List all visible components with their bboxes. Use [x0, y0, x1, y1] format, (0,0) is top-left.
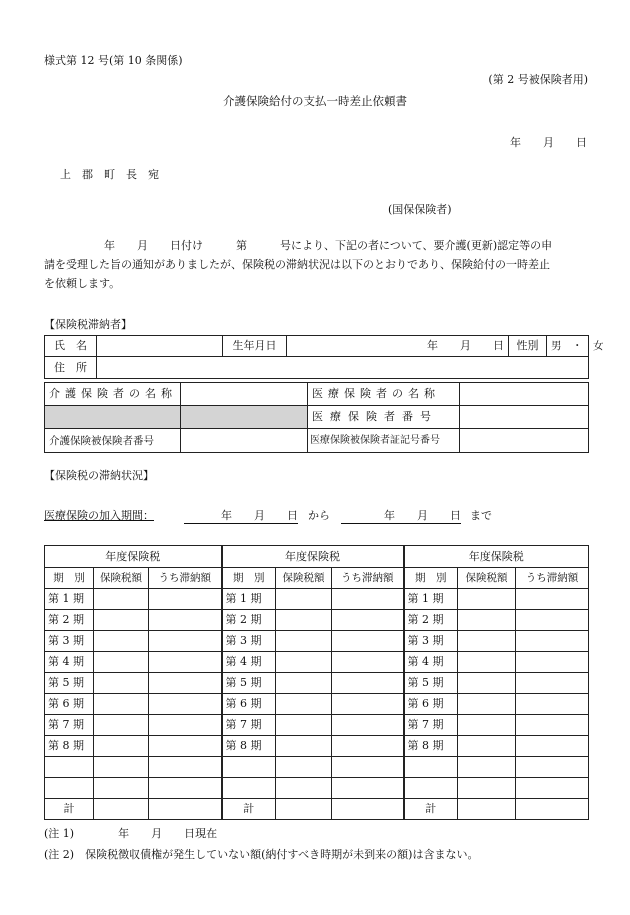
note-1: (注 1) 年 月 日現在	[44, 827, 218, 840]
body-line-2: 請を受理した旨の通知がありましたが、保険税の滞納状況は以下のとおりであり、保険給付の一時差止	[44, 258, 550, 271]
tax-amount-field[interactable]	[94, 757, 149, 778]
care-insured-number-field[interactable]	[181, 429, 308, 453]
arrears-table	[44, 545, 589, 820]
arrears-amount-field[interactable]	[149, 589, 222, 610]
table-row	[45, 757, 589, 778]
gender-field[interactable]: 男 ・ 女	[547, 336, 589, 357]
tax-amount-field[interactable]	[276, 778, 332, 799]
arrears-amount-field[interactable]	[149, 757, 222, 778]
submission-date: 年 月 日	[510, 136, 587, 149]
year-header: 年度保険税	[222, 546, 404, 568]
period-label: 第 2 期	[45, 610, 94, 631]
col-arrears-header: うち滞納額	[516, 568, 589, 589]
arrears-amount-field[interactable]	[149, 673, 222, 694]
table-row	[45, 736, 589, 757]
table-row	[45, 589, 589, 610]
tax-amount-field[interactable]	[276, 799, 332, 820]
year-header: 年度保険税	[404, 546, 589, 568]
period-field[interactable]	[404, 757, 458, 778]
tax-amount-field[interactable]	[94, 778, 149, 799]
period-label: 第 8 期	[404, 736, 458, 757]
arrears-amount-field[interactable]	[149, 610, 222, 631]
tax-amount-field[interactable]	[458, 757, 516, 778]
delinquent-person-table	[44, 335, 604, 379]
arrears-amount-field[interactable]	[332, 778, 404, 799]
period-label: 第 2 期	[222, 610, 276, 631]
table-row	[45, 694, 589, 715]
period-label: 第 3 期	[45, 631, 94, 652]
table-row	[45, 673, 589, 694]
tax-amount-field[interactable]	[458, 736, 516, 757]
section-delinquent-heading: 【保険税滞納者】	[44, 318, 132, 331]
period-label: 第 8 期	[45, 736, 94, 757]
medical-insured-card-label: 医療保険被保険者証記号番号	[308, 429, 460, 453]
care-insurer-name-label: 介護保険者の名称	[45, 383, 181, 406]
period-label: 第 1 期	[222, 589, 276, 610]
arrears-amount-field[interactable]	[332, 673, 404, 694]
arrears-amount-field[interactable]	[516, 799, 589, 820]
medical-insured-card-field[interactable]	[460, 429, 589, 453]
period-label: 第 5 期	[404, 673, 458, 694]
table-row	[45, 715, 589, 736]
period-field[interactable]	[45, 778, 94, 799]
gender-label: 性別	[509, 336, 547, 357]
arrears-amount-field[interactable]	[516, 610, 589, 631]
arrears-amount-field[interactable]	[516, 778, 589, 799]
tax-amount-field[interactable]	[458, 631, 516, 652]
tax-amount-field[interactable]	[94, 589, 149, 610]
period-label: 第 6 期	[222, 694, 276, 715]
tax-amount-field[interactable]	[276, 589, 332, 610]
body-line-3: を依頼します。	[44, 277, 121, 290]
col-arrears-header: うち滞納額	[149, 568, 222, 589]
arrears-amount-field[interactable]	[149, 694, 222, 715]
tax-amount-field[interactable]	[458, 799, 516, 820]
enrollment-from-word: から	[308, 509, 330, 522]
medical-insurer-number-field[interactable]	[460, 406, 589, 429]
tax-amount-field[interactable]	[94, 631, 149, 652]
total-label: 計	[45, 799, 94, 820]
care-insured-number-label: 介護保険被保険者番号	[45, 429, 181, 453]
enrollment-to-word: まで	[470, 509, 492, 522]
table-row	[45, 778, 589, 799]
arrears-amount-field[interactable]	[332, 799, 404, 820]
period-label: 第 7 期	[222, 715, 276, 736]
arrears-amount-field[interactable]	[516, 589, 589, 610]
period-label: 第 8 期	[222, 736, 276, 757]
form-number: 様式第 12 号(第 10 条関係)	[44, 54, 183, 67]
arrears-amount-field[interactable]	[516, 673, 589, 694]
arrears-amount-field[interactable]	[332, 652, 404, 673]
tax-amount-field[interactable]	[276, 736, 332, 757]
col-period-header: 期 別	[45, 568, 94, 589]
target-label: (第 2 号被保険者用)	[488, 73, 588, 86]
note-2: (注 2) 保険税徴収債権が発生していない額(納付すべき時期が未到来の額)は含まない。	[44, 848, 479, 861]
col-tax-header: 保険税額	[94, 568, 149, 589]
period-field[interactable]	[222, 778, 276, 799]
arrears-amount-field[interactable]	[516, 631, 589, 652]
arrears-amount-field[interactable]	[516, 736, 589, 757]
table-row	[45, 610, 589, 631]
name-label: 氏 名	[45, 336, 97, 357]
tax-amount-field[interactable]	[276, 631, 332, 652]
arrears-amount-field[interactable]	[332, 589, 404, 610]
shaded-cell	[45, 406, 181, 429]
arrears-amount-field[interactable]	[149, 736, 222, 757]
address-label: 住 所	[45, 357, 97, 379]
period-label: 第 7 期	[404, 715, 458, 736]
period-label: 第 1 期	[404, 589, 458, 610]
period-label: 第 1 期	[45, 589, 94, 610]
arrears-amount-field[interactable]	[516, 652, 589, 673]
arrears-amount-field[interactable]	[149, 778, 222, 799]
birthdate-label: 生年月日	[223, 336, 287, 357]
period-label: 第 3 期	[222, 631, 276, 652]
tax-amount-field[interactable]	[458, 778, 516, 799]
sender: (国保保険者)	[388, 203, 452, 216]
arrears-amount-field[interactable]	[516, 757, 589, 778]
tax-amount-field[interactable]	[94, 610, 149, 631]
medical-insurer-name-field[interactable]	[460, 383, 589, 406]
col-arrears-header: うち滞納額	[332, 568, 404, 589]
insurer-table	[44, 382, 589, 453]
shaded-cell	[181, 406, 308, 429]
tax-amount-field[interactable]	[276, 694, 332, 715]
body-line-1: 年 月 日付け 第 号により、下記の者について、要介護(更新)認定等の申	[104, 239, 553, 252]
tax-amount-field[interactable]	[94, 715, 149, 736]
arrears-amount-field[interactable]	[332, 757, 404, 778]
col-period-header: 期 別	[404, 568, 458, 589]
birthdate-field[interactable]: 年 月 日	[287, 336, 509, 357]
period-label: 第 6 期	[404, 694, 458, 715]
tax-amount-field[interactable]	[458, 694, 516, 715]
period-label: 第 7 期	[45, 715, 94, 736]
tax-amount-field[interactable]	[276, 652, 332, 673]
tax-amount-field[interactable]	[458, 673, 516, 694]
address-field[interactable]	[97, 357, 589, 379]
period-field[interactable]	[222, 757, 276, 778]
period-label: 第 4 期	[222, 652, 276, 673]
period-label: 第 6 期	[45, 694, 94, 715]
tax-amount-field[interactable]	[458, 715, 516, 736]
name-field[interactable]	[97, 336, 223, 357]
period-label: 第 5 期	[45, 673, 94, 694]
section-arrears-heading: 【保険税の滞納状況】	[44, 469, 154, 482]
tax-amount-field[interactable]	[94, 736, 149, 757]
period-label: 第 4 期	[45, 652, 94, 673]
arrears-amount-field[interactable]	[332, 736, 404, 757]
arrears-amount-field[interactable]	[332, 715, 404, 736]
tax-amount-field[interactable]	[94, 694, 149, 715]
table-row	[45, 652, 589, 673]
medical-insurer-name-label: 医療保険者の名称	[308, 383, 460, 406]
medical-insurer-number-label: 医療保険者番号	[308, 406, 460, 429]
care-insurer-name-field[interactable]	[181, 383, 308, 406]
arrears-amount-field[interactable]	[149, 715, 222, 736]
tax-amount-field[interactable]	[458, 610, 516, 631]
tax-amount-field[interactable]	[276, 610, 332, 631]
col-tax-header: 保険税額	[276, 568, 332, 589]
tax-amount-field[interactable]	[276, 673, 332, 694]
enrollment-label: 医療保険の加入期間：	[44, 509, 154, 522]
total-label: 計	[404, 799, 458, 820]
arrears-amount-field[interactable]	[516, 694, 589, 715]
total-label: 計	[222, 799, 276, 820]
arrears-amount-field[interactable]	[149, 652, 222, 673]
enrollment-from-date[interactable]: 年 月 日	[184, 509, 298, 524]
arrears-amount-field[interactable]	[332, 631, 404, 652]
enrollment-to-date[interactable]: 年 月 日	[341, 509, 461, 524]
arrears-amount-field[interactable]	[149, 799, 222, 820]
tax-amount-field[interactable]	[94, 673, 149, 694]
table-row	[45, 631, 589, 652]
tax-amount-field[interactable]	[94, 799, 149, 820]
tax-amount-field[interactable]	[276, 715, 332, 736]
period-label: 第 2 期	[404, 610, 458, 631]
arrears-amount-field[interactable]	[332, 610, 404, 631]
col-period-header: 期 別	[222, 568, 276, 589]
document-title: 介護保険給付の支払一時差止依頼書	[223, 94, 407, 108]
arrears-amount-field[interactable]	[516, 715, 589, 736]
tax-amount-field[interactable]	[94, 652, 149, 673]
total-row	[45, 799, 589, 820]
addressee: 上 郡 町 長 宛	[60, 168, 159, 181]
year-header: 年度保険税	[45, 546, 222, 568]
arrears-amount-field[interactable]	[332, 694, 404, 715]
tax-amount-field[interactable]	[276, 757, 332, 778]
period-label: 第 5 期	[222, 673, 276, 694]
period-field[interactable]	[45, 757, 94, 778]
period-field[interactable]	[404, 778, 458, 799]
period-label: 第 4 期	[404, 652, 458, 673]
period-label: 第 3 期	[404, 631, 458, 652]
tax-amount-field[interactable]	[458, 652, 516, 673]
col-tax-header: 保険税額	[458, 568, 516, 589]
arrears-amount-field[interactable]	[149, 631, 222, 652]
tax-amount-field[interactable]	[458, 589, 516, 610]
